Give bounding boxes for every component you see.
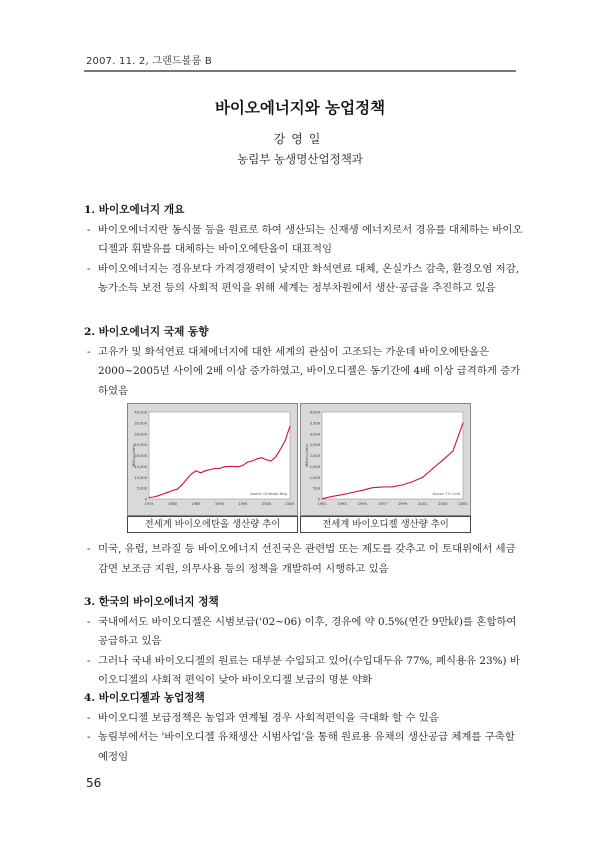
bullet-text: 농림부에서는 '바이오디젤 유채생산 시범사업'을 통해 원료용 유채의 생산공급 체계를 구축할 예정임 xyxy=(98,731,515,763)
y-tick-label: 30,000 xyxy=(134,432,147,437)
bullet-item: - 농림부에서는 '바이오디젤 유채생산 시범사업'을 통해 원료용 유채의 생산공급 체계를 구축할 예정임 xyxy=(87,731,515,763)
data-point xyxy=(252,460,253,461)
y-tick-label: 0 xyxy=(144,497,147,502)
data-point xyxy=(243,465,244,466)
author-name: 강영일 xyxy=(273,132,327,146)
x-tick-label: 1975 xyxy=(144,502,154,506)
data-point xyxy=(352,492,353,493)
biodiesel-chart xyxy=(300,403,471,533)
bullet-item: - 바이오에너지란 동식물 등을 원료로 하여 생산되는 신재생 에너지로서 경유를 대체하는 바이오디젤과 휘발유를 대체하는 바이오에탄올이 대표적임 xyxy=(87,223,523,255)
data-point xyxy=(322,498,323,499)
bullet-item: - 미국, 유럽, 브라질 등 바이오에너지 선진국은 관련법 또는 제도를 갖추고 이 토대위에서 세금감면 보조금 지원, 의무사용 등의 정책을 개발하여 시행하고 있음 xyxy=(87,543,516,575)
x-tick-label: 1991 xyxy=(317,502,327,506)
data-point xyxy=(205,470,206,471)
y-tick-label: 5,000 xyxy=(136,486,147,491)
bullet-item: - 바이오디젤 보급정책은 농업과 연계될 경우 사회적편익을 극대화 할 수 있음 xyxy=(87,711,439,724)
bullet-text: 그러나 국내 바이오디젤의 원료는 대부분 수입되고 있어(수입대두유 77%, 폐식용유 23%) 바이오디젤의 사회적 편익이 낮아 바이오디젤 보급의 명분 약화 xyxy=(98,654,520,686)
data-point xyxy=(247,462,248,463)
x-tick-label: 1993 xyxy=(337,502,347,506)
data-point xyxy=(412,481,413,482)
data-point xyxy=(172,490,173,491)
data-point xyxy=(422,477,423,478)
data-point xyxy=(392,486,393,487)
data-point xyxy=(342,494,343,495)
bullet-text: 바이오에너지란 동식물 등을 원료로 하여 생산되는 신재생 에너지로서 경유를 대체하는 바이오디젤과 휘발유를 대체하는 바이오에탄올이 대표적임 xyxy=(98,223,523,255)
y-axis-label: Million Liters xyxy=(305,444,309,467)
y-tick-label: 20,000 xyxy=(134,454,147,458)
header-rule xyxy=(84,70,516,72)
bullet-text: 미국, 유럽, 브라질 등 바이오에너지 선진국은 관련법 또는 제도를 갖추고 이 토대위에서 세금감면 보조금 지원, 의무사용 등의 정책을 개발하여 시행하고 있음 xyxy=(98,543,516,575)
data-point xyxy=(332,496,333,497)
section-korea-policy xyxy=(84,593,524,691)
biodiesel-chart-caption: 전세계 바이오디젤 생산량 추이 xyxy=(300,516,471,533)
data-point xyxy=(196,470,197,471)
data-point xyxy=(153,497,154,498)
data-point xyxy=(463,422,464,423)
data-point xyxy=(163,494,164,495)
chart-source: Source: Christoph Berg xyxy=(250,492,287,496)
data-point xyxy=(362,490,363,491)
chart-source: Source: F.O. Licht xyxy=(432,492,460,496)
section-heading: 4. 바이오디젤과 농업정책 xyxy=(84,692,205,704)
y-tick-label: 25,000 xyxy=(134,443,147,448)
data-point xyxy=(149,497,150,498)
x-tick-label: 1999 xyxy=(397,502,408,506)
y-tick-label: 1,000 xyxy=(309,475,320,480)
section-biodiesel-agriculture xyxy=(84,689,524,767)
bullet-text: 바이오디젤 보급정책은 농업과 연계될 경우 사회적편익을 극대화 할 수 있음 xyxy=(98,711,439,724)
data-point xyxy=(257,458,258,459)
y-tick-label: 500 xyxy=(313,486,320,491)
y-axis-label: Million Liters xyxy=(132,444,136,467)
bullet-item: - 그러나 국내 바이오디젤의 원료는 대부분 수입되고 있어(수입대두유 77%, 폐식용유 23%) 바이오디젤의 사회적 편익이 낮아 바이오디젤 보급의 명분 약화 xyxy=(87,654,520,686)
data-point xyxy=(266,459,267,460)
data-point xyxy=(181,484,182,485)
bullet-item: - 고유가 및 화석연료 대체에너지에 대한 세계의 관심이 고조되는 가운데 바이오에탄올은 2000~2005년 사이에 2배 이상 증가하였고, 바이오디젤은 동기간에 4배 이상 급격하게 증가하였음 xyxy=(87,345,521,397)
y-tick-label: 10,000 xyxy=(134,475,147,480)
data-point xyxy=(271,460,272,461)
running-head: 2007. 11. 2, 그랜드볼룸 B xyxy=(86,56,212,67)
x-tick-label: 2005 xyxy=(285,502,295,506)
data-point xyxy=(177,489,178,490)
ethanol-chart-svg xyxy=(127,403,298,516)
x-tick-label: 1985 xyxy=(191,502,201,506)
data-point xyxy=(280,449,281,450)
section-heading: 1. 바이오에너지 개요 xyxy=(84,204,185,216)
ethanol-chart-caption: 전세계 바이오에탄올 생산량 추이 xyxy=(127,516,298,533)
data-point xyxy=(167,492,168,493)
plot-area xyxy=(322,412,463,499)
bullet-text: 국내에서도 바이오디젤은 시범보급('02~06) 이후, 경유에 약 0.5%(연간 9만㎘)를 혼합하여 공급하고 있음 xyxy=(98,615,517,647)
section-international-trends xyxy=(84,323,524,401)
section-international-policy xyxy=(84,540,524,579)
document-title: 바이오에너지와 농업정책 xyxy=(214,99,386,117)
biodiesel-chart-svg xyxy=(300,403,471,516)
data-point xyxy=(285,440,286,441)
data-point xyxy=(238,466,239,467)
data-point xyxy=(452,451,453,452)
section-heading: 2. 바이오에너지 국제 동향 xyxy=(84,326,209,338)
charts-panel xyxy=(127,403,469,533)
y-tick-label: 0 xyxy=(317,497,320,502)
bullet-text: 고유가 및 화석연료 대체에너지에 대한 세계의 관심이 고조되는 가운데 바이오에탄올은 2000~2005년 사이에 2배 이상 증가하였고, 바이오디젤은 동기간에 4배 이상 급격하게 증가하였음 xyxy=(98,345,521,397)
x-tick-label: 1995 xyxy=(238,502,248,506)
data-point xyxy=(228,466,229,467)
data-point xyxy=(224,466,225,467)
x-tick-label: 1990 xyxy=(214,502,225,506)
x-tick-label: 1997 xyxy=(377,502,388,506)
data-point xyxy=(210,469,211,470)
y-tick-label: 3,000 xyxy=(309,432,320,437)
section-overview xyxy=(84,201,524,299)
x-tick-label: 2000 xyxy=(261,502,272,506)
data-point xyxy=(402,484,403,485)
x-tick-label: 2001 xyxy=(418,502,428,506)
author-affiliation: 농림부 농생명산업정책과 xyxy=(237,152,363,166)
data-point xyxy=(261,457,262,458)
y-tick-label: 2,000 xyxy=(309,454,320,458)
data-point xyxy=(233,466,234,467)
section-heading: 3. 한국의 바이오에너지 정책 xyxy=(84,596,219,608)
x-tick-label: 2003 xyxy=(438,502,448,506)
y-tick-label: 15,000 xyxy=(134,464,147,469)
data-point xyxy=(219,468,220,469)
data-point xyxy=(290,426,291,427)
data-point xyxy=(442,459,443,460)
y-tick-label: 3,500 xyxy=(309,421,320,426)
y-tick-label: 35,000 xyxy=(134,421,147,426)
data-point xyxy=(158,495,159,496)
y-tick-label: 1,500 xyxy=(309,464,320,469)
y-tick-label: 2,500 xyxy=(309,443,320,448)
data-point xyxy=(382,487,383,488)
y-tick-label: 4,000 xyxy=(309,410,320,415)
x-tick-label: 1995 xyxy=(357,502,367,506)
data-point xyxy=(275,456,276,457)
data-point xyxy=(372,487,373,488)
bullet-item: - 바이오에너지는 경유보다 가격경쟁력이 낮지만 화석연료 대체, 온실가스 감축, 환경오염 저감, 농가소득 보전 등의 사회적 편익을 위해 세계는 정부차원에서 생산·공급을 추진하고 있음 xyxy=(87,262,520,294)
data-point xyxy=(200,472,201,473)
data-point xyxy=(186,479,187,480)
bullet-item: - 국내에서도 바이오디젤은 시범보급('02~06) 이후, 경유에 약 0.5%(연간 9만㎘)를 혼합하여 공급하고 있음 xyxy=(87,615,517,647)
bullet-text: 바이오에너지는 경유보다 가격경쟁력이 낮지만 화석연료 대체, 온실가스 감축, 환경오염 저감, 농가소득 보전 등의 사회적 편익을 위해 세계는 정부차원에서 생산·공급을 추진하고 있음 xyxy=(98,262,520,294)
data-point xyxy=(214,468,215,469)
data-point xyxy=(432,468,433,469)
x-tick-label: 2005 xyxy=(458,502,468,506)
data-point xyxy=(191,474,192,475)
ethanol-chart xyxy=(127,403,298,533)
x-tick-label: 1980 xyxy=(167,502,178,506)
plot-area xyxy=(149,412,290,499)
page-number: 56 xyxy=(86,776,102,790)
y-tick-label: 40,000 xyxy=(134,410,147,415)
